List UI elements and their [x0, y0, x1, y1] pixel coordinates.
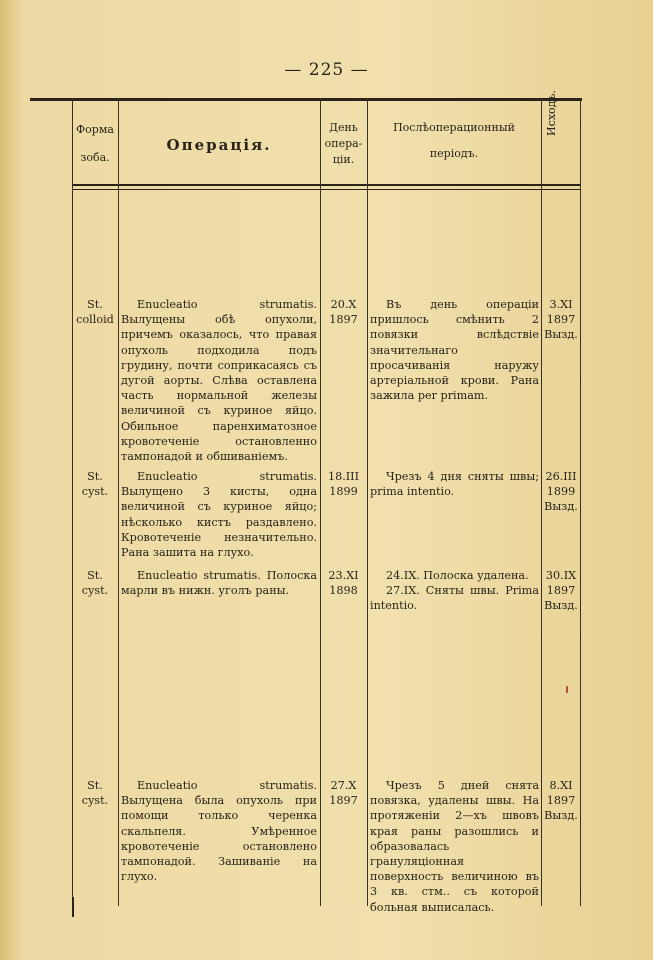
row-3-postop: [370, 568, 539, 614]
row-2-postop: Чрезъ 4 дня сняты швы; prima intentio.: [370, 470, 539, 499]
row-3-form-line1: St.: [87, 569, 103, 582]
row-1-form-line2: colloid: [76, 313, 114, 327]
row-2-day-line1: 18.III: [327, 470, 360, 483]
row-1-day: [321, 297, 366, 327]
row-1-outcome-line1: 3.XI: [549, 298, 573, 311]
row-3-postop-line2: 27.IX. Сняты швы. Prima intentio.: [370, 584, 539, 613]
row-2-outcome: [541, 469, 581, 515]
row-4-outcome-line2: 1897: [546, 794, 576, 808]
header-form-spacer: [73, 138, 117, 150]
row-2-outcome-line3: Вызд.: [544, 500, 578, 514]
ink-mark: [72, 897, 74, 917]
row-3-outcome-line2: 1897: [546, 584, 576, 598]
header-day: [321, 120, 366, 168]
row-1-operation: Enucleatio strumatis. Вылущены обѣ опухоли, причемъ оказалось, что правая опухоль подходила подъ грудину, почти соприкасаясь съ дугой аорты. Слѣва оставлена часть нормальной железы величиной съ куриное яйцо. Обильное паренхиматозное кровотеченіе остановленно тампонадой и обшиваніемъ.: [121, 298, 317, 464]
row-4-day-line2: 1897: [329, 794, 358, 808]
row-2-form-line1: St.: [87, 470, 103, 483]
row-4-day-line1: 27.X: [330, 779, 357, 792]
row-2-form-line2: cyst.: [81, 485, 109, 499]
table-top-rule: [30, 98, 582, 101]
header-operation: Операція.: [166, 136, 272, 154]
page-number: — 225 —: [284, 60, 369, 80]
header-outcome: [542, 90, 579, 178]
header-outcome-label: Исходъ.: [545, 90, 558, 136]
row-3-form-line2: cyst.: [81, 584, 109, 598]
row-3-outcome-line1: 30.IX: [545, 569, 577, 582]
row-4-form-line2: cyst.: [81, 794, 109, 808]
row-4-operation: Enucleatio strumatis. Вылущена была опухоль при помощи только черенка скальпеля. Умѣренное кровотеченіе остановлено тампонадой. Зашиваніе на глухо.: [121, 779, 317, 884]
row-2-form: [73, 469, 117, 499]
table-header-rule-secondary: [72, 189, 580, 190]
row-2-outcome-line2: 1899: [546, 485, 576, 499]
header-form: [73, 122, 117, 166]
row-4-day: [321, 778, 366, 808]
header-postop-line1: Послѣоперационный: [393, 121, 515, 134]
row-1-form-line1: St.: [87, 298, 103, 311]
row-3-day: [321, 568, 366, 598]
row-1-day-line2: 1897: [329, 313, 358, 327]
table-header-rule: [72, 184, 580, 186]
header-postop-line2: періодъ.: [429, 147, 479, 160]
header-day-line1: День: [329, 121, 358, 134]
row-4-postop: Чрезъ 5 дней снята повязка, удалены швы. На протяженіи 2—хъ швовъ края раны разошлись и образовалась грануляціонная поверхность величиною въ 3 кв. стм.. съ которой больная выписалась.: [370, 779, 539, 914]
header-day-line2: опера-: [324, 137, 363, 150]
header-form-line1: Форма: [76, 123, 114, 136]
row-3-day-line2: 1898: [329, 584, 358, 598]
row-1-outcome: [541, 297, 581, 343]
row-2-day-line2: 1899: [329, 485, 358, 499]
row-2-operation: Enucleatio strumatis. Вылущено 3 кисты, одна величиной съ куриное яйцо; нѣсколько кистъ раздавлено. Кровотеченіе незначительно. Рана зашита на глухо.: [121, 470, 317, 560]
row-3-form: [73, 568, 117, 598]
row-4-outcome: [541, 778, 581, 824]
red-ink-spot: [566, 686, 568, 693]
row-4-form: [73, 778, 117, 808]
row-3-outcome-line3: Вызд.: [544, 599, 578, 613]
row-1-day-line1: 20.X: [330, 298, 357, 311]
header-form-line2: зоба.: [80, 151, 110, 164]
row-1-outcome-line2: 1897: [546, 313, 576, 327]
column-line-form: [118, 98, 119, 906]
row-4-outcome-line3: Вызд.: [544, 809, 578, 823]
row-1-postop: Въ день операціи пришлось смѣнить 2 повязки вслѣдствіе значительнаго просачиванія наружу артеріальной крови. Рана зажила per primam.: [370, 298, 539, 403]
row-1-outcome-line3: Вызд.: [544, 328, 578, 342]
row-2-outcome-line1: 26.III: [545, 470, 577, 483]
header-postop: [368, 120, 540, 162]
header-postop-spacer: [368, 136, 540, 146]
row-1-form: [73, 297, 117, 327]
header-day-line3: ціи.: [332, 153, 355, 166]
column-line-day: [367, 98, 368, 906]
row-4-form-line1: St.: [87, 779, 103, 792]
row-3-outcome: [541, 568, 581, 614]
row-2-day: [321, 469, 366, 499]
row-3-operation: Enucleatio strumatis. Полоска марли въ нижн. уголъ раны.: [121, 569, 317, 598]
row-3-postop-line1: 24.IX. Полоска удалена.: [386, 569, 529, 582]
row-4-outcome-line1: 8.XI: [549, 779, 573, 792]
row-3-day-line1: 23.XI: [328, 569, 359, 582]
